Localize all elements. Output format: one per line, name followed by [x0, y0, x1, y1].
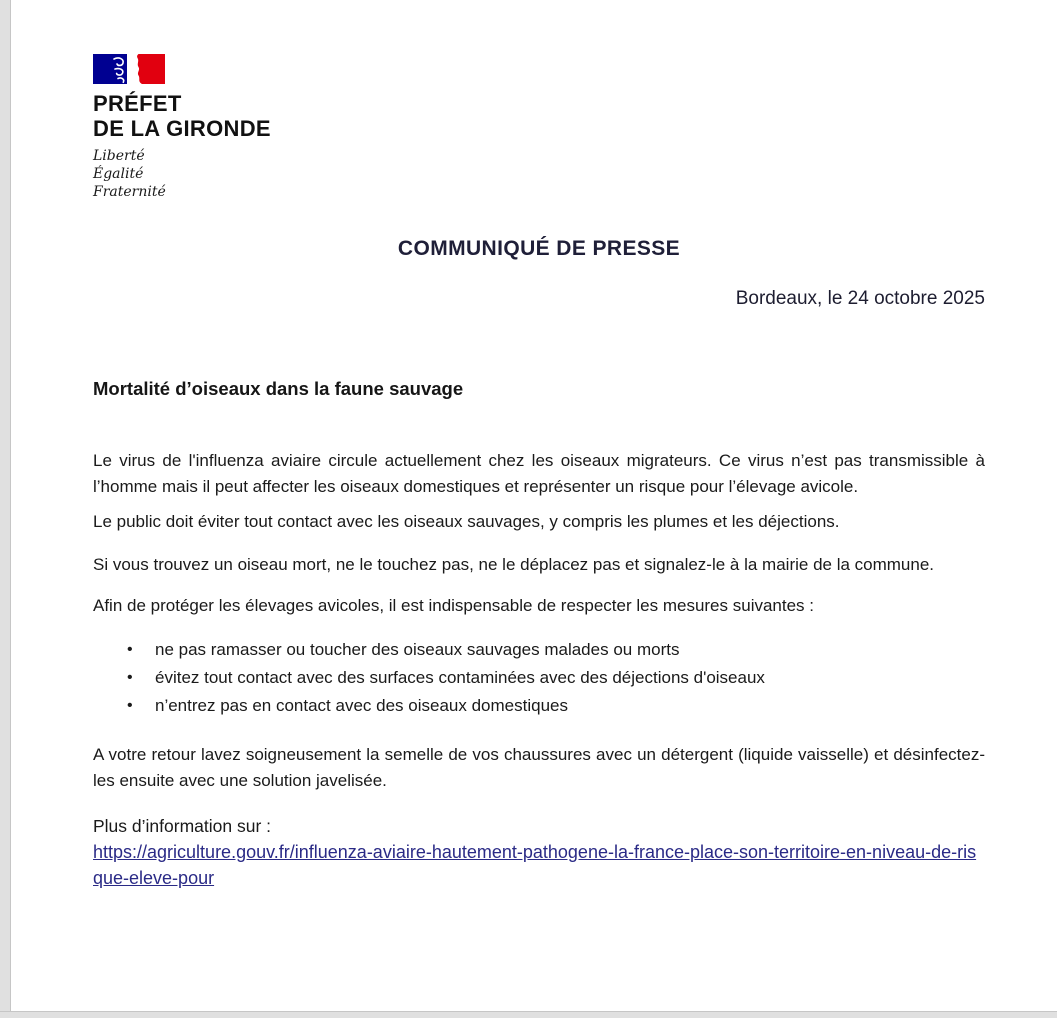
page-bottom-edge — [0, 1011, 1057, 1018]
press-release-title: COMMUNIQUÉ DE PRESSE — [397, 237, 681, 260]
paragraph-virus: Le virus de l'influenza aviaire circule actuellement chez les oiseaux migrateurs. Ce virus n’est pas transmissible à l’homme mais il peut affecter les oiseaux domestiques et représenter un risque pour l’élevage avicole. — [93, 451, 985, 496]
prefect-name-line1: PRÉFET — [93, 91, 182, 116]
prefect-name — [93, 91, 985, 141]
french-flag-icon — [93, 54, 985, 84]
paragraph-shoe-disinfection: A votre retour lavez soigneusement la semelle de vos chaussures avec un détergent (liquide vaisselle) et désinfectez-les ensuite avec une solution javelisée. — [93, 745, 985, 790]
subject-heading: Mortalité d’oiseaux dans la faune sauvage — [93, 378, 464, 399]
measure-item-no-domestic-contact: • n’entrez pas en contact avec des oiseaux domestiques — [155, 692, 985, 720]
measures-list — [93, 636, 985, 720]
motto-fraternite: Fraternité — [93, 184, 166, 200]
info-link[interactable]: https://agriculture.gouv.fr/influenza-aviaire-hautement-pathogene-la-france-place-son-territoire-en-niveau-de-risque-eleve-pour — [93, 842, 977, 888]
paragraph-dead-bird: Si vous trouvez un oiseau mort, ne le touchez pas, ne le déplacez pas et signalez-le à la mairie de la commune. — [93, 555, 935, 574]
motto-liberte: Liberté — [93, 148, 145, 164]
dateline: Bordeaux, le 24 octobre 2025 — [735, 288, 985, 309]
measure-item-avoid-surfaces: • évitez tout contact avec des surfaces contaminées avec des déjections d'oiseaux — [155, 664, 985, 692]
prefect-name-line2: DE LA GIRONDE — [93, 116, 271, 141]
page-left-edge — [0, 0, 11, 1018]
government-logo-block — [93, 54, 985, 201]
press-release-page — [11, 0, 1057, 1012]
more-info-label: Plus d’information sur : — [93, 816, 271, 836]
info-link-wrap — [93, 839, 985, 891]
measure-item-no-picking: • ne pas ramasser ou toucher des oiseaux sauvages malades ou morts — [155, 636, 985, 664]
motto-egalite: Égalité — [93, 166, 144, 182]
paragraph-public-contact: Le public doit éviter tout contact avec les oiseaux sauvages, y compris les plumes et les déjections. — [93, 512, 840, 531]
republic-motto — [93, 147, 985, 201]
paragraph-measures-intro: Afin de protéger les élevages avicoles, il est indispensable de respecter les mesures suivantes : — [93, 596, 814, 615]
